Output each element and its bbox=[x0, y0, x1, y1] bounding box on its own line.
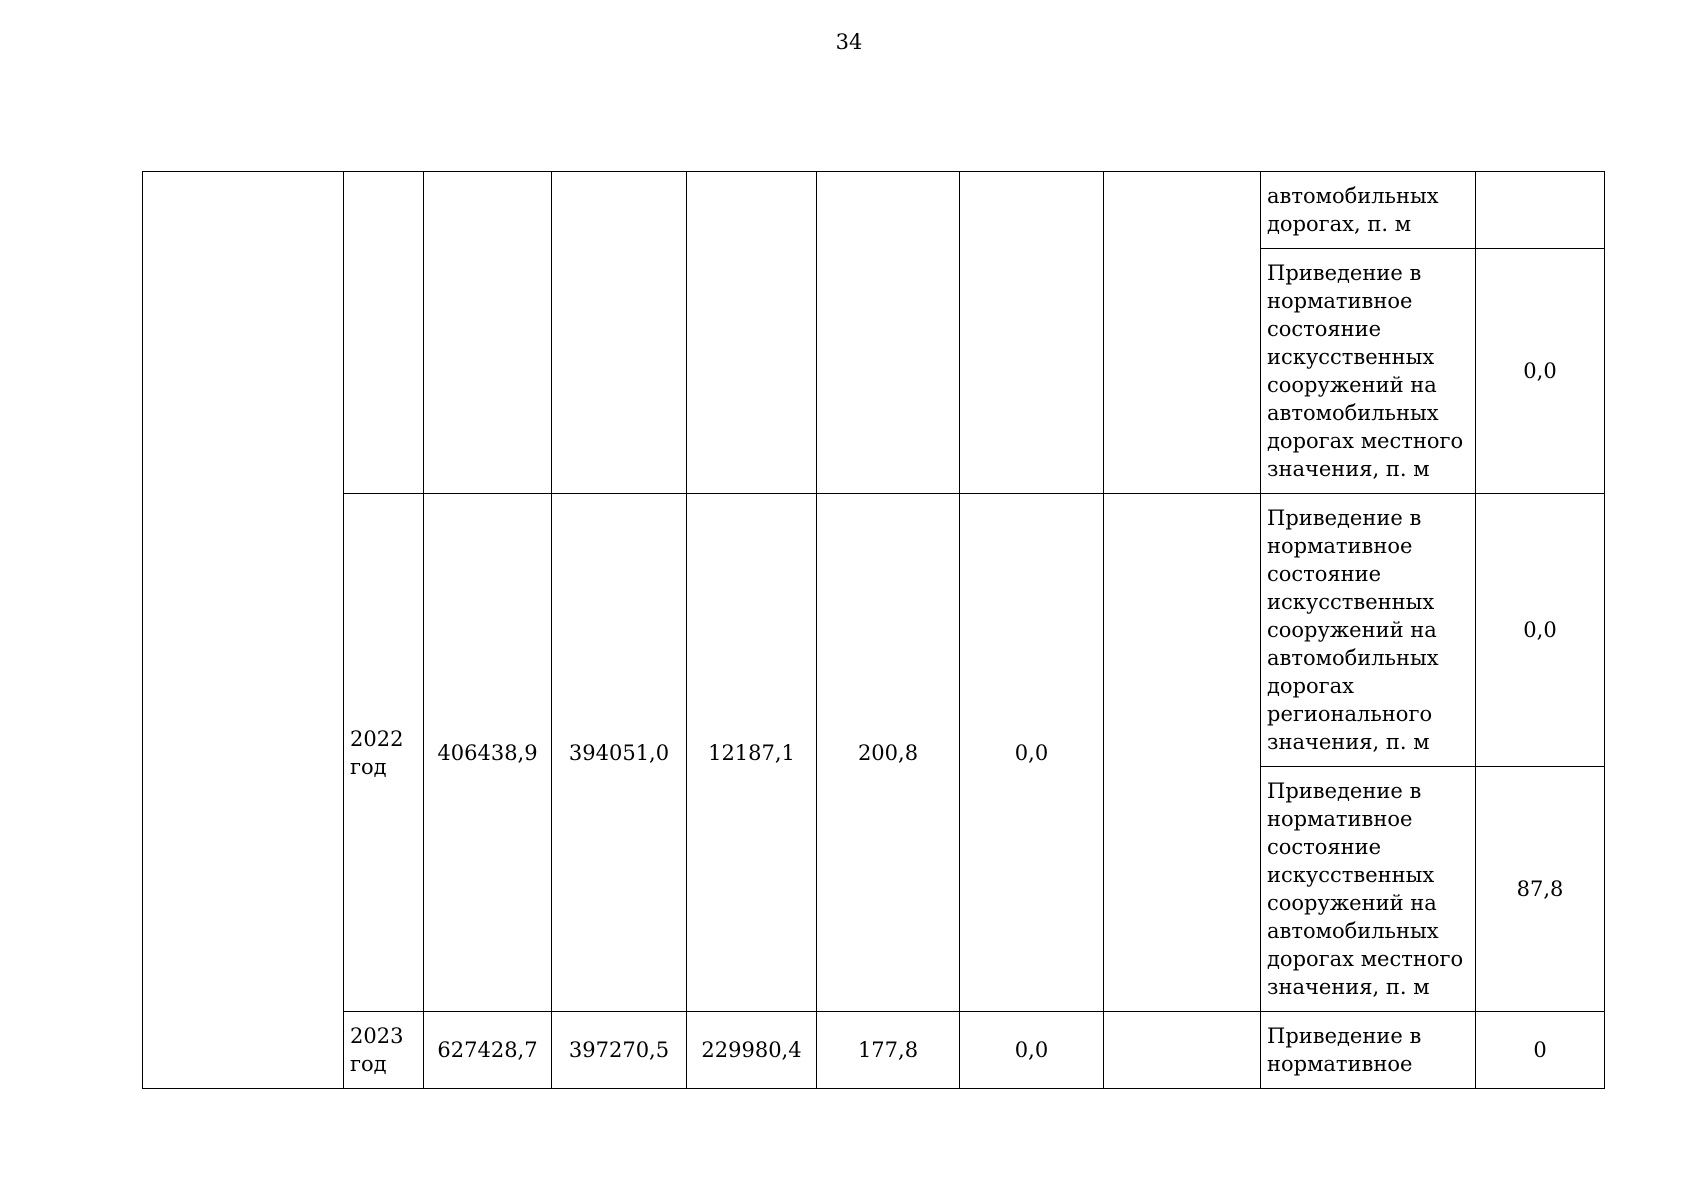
empty-cell bbox=[424, 172, 552, 494]
indicator-value bbox=[1476, 172, 1605, 249]
total-cell: 627428,7 bbox=[424, 1012, 552, 1089]
funding-cell bbox=[1104, 494, 1261, 1012]
funding-cell: 229980,4 bbox=[687, 1012, 817, 1089]
funding-cell: 397270,5 bbox=[552, 1012, 687, 1089]
indicator-cell: автомобильных дорогах, п. м bbox=[1261, 172, 1476, 249]
indicator-value: 0,0 bbox=[1476, 249, 1605, 494]
year-cell: 2022 год bbox=[344, 494, 424, 1012]
empty-cell bbox=[817, 172, 960, 494]
empty-program-cell bbox=[143, 172, 344, 1089]
year-cell: 2023 год bbox=[344, 1012, 424, 1089]
funding-cell: 0,0 bbox=[960, 1012, 1104, 1089]
funding-cell: 177,8 bbox=[817, 1012, 960, 1089]
funding-cell bbox=[1104, 1012, 1261, 1089]
indicator-value: 0 bbox=[1476, 1012, 1605, 1089]
indicator-cell: Приведение в нормативное состояние искусственных сооружений на автомобильных дорогах местного значения, п. м bbox=[1261, 767, 1476, 1012]
empty-cell bbox=[687, 172, 817, 494]
indicator-value: 87,8 bbox=[1476, 767, 1605, 1012]
empty-cell bbox=[960, 172, 1104, 494]
program-funding-table bbox=[142, 171, 1605, 1089]
indicator-cell: Приведение в нормативное состояние искусственных сооружений на автомобильных дорогах местного значения, п. м bbox=[1261, 249, 1476, 494]
empty-cell bbox=[344, 172, 424, 494]
table-row bbox=[143, 1012, 1605, 1089]
page-number: 34 bbox=[835, 30, 863, 54]
funding-cell: 394051,0 bbox=[552, 494, 687, 1012]
empty-cell bbox=[1104, 172, 1261, 494]
indicator-cell: Приведение в нормативное bbox=[1261, 1012, 1476, 1089]
funding-cell: 12187,1 bbox=[687, 494, 817, 1012]
indicator-value: 0,0 bbox=[1476, 494, 1605, 767]
empty-cell bbox=[552, 172, 687, 494]
table-row bbox=[143, 172, 1605, 249]
indicator-cell: Приведение в нормативное состояние искусственных сооружений на автомобильных дорогах регионального значения, п. м bbox=[1261, 494, 1476, 767]
funding-cell: 0,0 bbox=[960, 494, 1104, 1012]
funding-cell: 200,8 bbox=[817, 494, 960, 1012]
total-cell: 406438,9 bbox=[424, 494, 552, 1012]
table-row bbox=[143, 494, 1605, 767]
